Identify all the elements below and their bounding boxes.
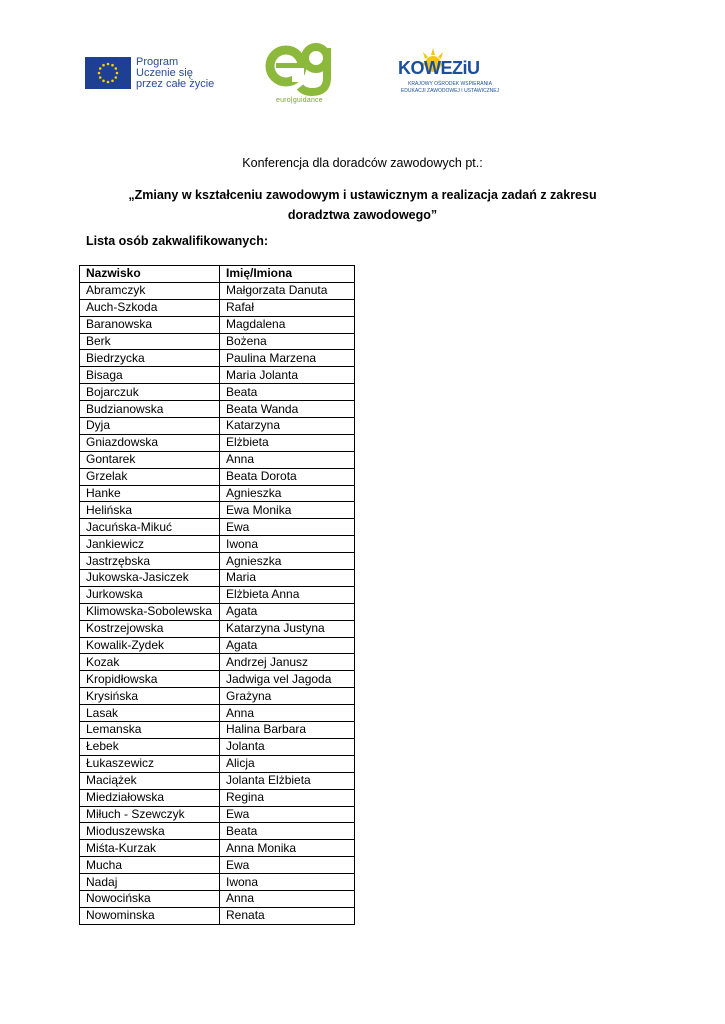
first-names-cell: Anna [220, 890, 355, 907]
column-header-first-names: Imię/Imiona [220, 266, 355, 283]
first-names-cell: Małgorzata Danuta [220, 282, 355, 299]
table-row [80, 671, 355, 688]
table-row [80, 502, 355, 519]
table-row [80, 755, 355, 772]
logo-bar [0, 0, 725, 120]
surname-cell: Miśta-Kurzak [80, 840, 220, 857]
first-names-cell: Katarzyna Justyna [220, 620, 355, 637]
first-names-cell: Agnieszka [220, 553, 355, 570]
surname-cell: Mucha [80, 857, 220, 874]
first-names-cell: Agnieszka [220, 485, 355, 502]
table-row [80, 401, 355, 418]
surname-cell: Łukaszewicz [80, 755, 220, 772]
table-row [80, 654, 355, 671]
surname-cell: Nowominska [80, 907, 220, 924]
table-row [80, 890, 355, 907]
table-row [80, 789, 355, 806]
table-row [80, 434, 355, 451]
table-row [80, 603, 355, 620]
first-names-cell: Magdalena [220, 316, 355, 333]
table-row [80, 519, 355, 536]
surname-cell: Hanke [80, 485, 220, 502]
surname-cell: Kozak [80, 654, 220, 671]
table-row [80, 570, 355, 587]
table-row [80, 553, 355, 570]
surname-cell: Gontarek [80, 451, 220, 468]
eu-flag-icon [85, 57, 131, 89]
table-row [80, 738, 355, 755]
koweziu-subtitle-line: EDUKACJI ZAWODOWEJ I USTAWICZNEJ [400, 87, 500, 94]
surname-cell: Mioduszewska [80, 823, 220, 840]
table-row [80, 468, 355, 485]
surname-cell: Bojarczuk [80, 384, 220, 401]
surname-cell: Jukowska-Jasiczek [80, 570, 220, 587]
table-row [80, 705, 355, 722]
table-row [80, 384, 355, 401]
first-names-cell: Paulina Marzena [220, 350, 355, 367]
surname-cell: Gniazdowska [80, 434, 220, 451]
first-names-cell: Anna Monika [220, 840, 355, 857]
table-row [80, 907, 355, 924]
first-names-cell: Maria [220, 570, 355, 587]
table-row [80, 586, 355, 603]
first-names-cell: Bożena [220, 333, 355, 350]
table-row [80, 451, 355, 468]
table-row [80, 536, 355, 553]
first-names-cell: Ewa [220, 806, 355, 823]
table-row [80, 620, 355, 637]
first-names-cell: Beata [220, 823, 355, 840]
qualified-people-table [79, 265, 355, 925]
first-names-cell: Jolanta [220, 738, 355, 755]
first-names-cell: Iwona [220, 874, 355, 891]
table-body [80, 282, 355, 924]
table-row [80, 688, 355, 705]
surname-cell: Krysińska [80, 688, 220, 705]
eu-lifelong-learning-logo [85, 57, 214, 90]
first-names-cell: Iwona [220, 536, 355, 553]
table-row [80, 772, 355, 789]
table-row [80, 637, 355, 654]
euroguidance-tag: euro|guidance [276, 97, 323, 104]
eu-program-line: przez całe życie [136, 78, 215, 90]
surname-cell: Miedziałowska [80, 789, 220, 806]
surname-cell: Lasak [80, 705, 220, 722]
first-names-cell: Beata Dorota [220, 468, 355, 485]
surname-cell: Kostrzejowska [80, 620, 220, 637]
table-row [80, 367, 355, 384]
koweziu-subtitle [398, 81, 502, 94]
koweziu-name: KOWEZiU [398, 58, 480, 78]
surname-cell: Baranowska [80, 316, 220, 333]
first-names-cell: Alicja [220, 755, 355, 772]
surname-cell: Auch-Szkoda [80, 299, 220, 316]
first-names-cell: Regina [220, 789, 355, 806]
eu-program-line: Program [136, 56, 179, 68]
surname-cell: Dyja [80, 418, 220, 435]
first-names-cell: Renata [220, 907, 355, 924]
table-row [80, 823, 355, 840]
surname-cell: Budzianowska [80, 401, 220, 418]
first-names-cell: Jolanta Elżbieta [220, 772, 355, 789]
first-names-cell: Ewa [220, 857, 355, 874]
first-names-cell: Andrzej Janusz [220, 654, 355, 671]
koweziu-subtitle-line: KRAJOWY OŚRODEK WSPIERANIA [408, 81, 492, 87]
surname-cell: Nowocińska [80, 890, 220, 907]
surname-cell: Kropidłowska [80, 671, 220, 688]
column-header-surname: Nazwisko [80, 266, 220, 283]
table-row [80, 282, 355, 299]
eu-program-text [136, 57, 214, 90]
first-names-cell: Grażyna [220, 688, 355, 705]
first-names-cell: Rafał [220, 299, 355, 316]
first-names-cell: Anna [220, 451, 355, 468]
surname-cell: Biedrzycka [80, 350, 220, 367]
first-names-cell: Agata [220, 637, 355, 654]
first-names-cell: Katarzyna [220, 418, 355, 435]
first-names-cell: Maria Jolanta [220, 367, 355, 384]
first-names-cell: Jadwiga vel Jagoda [220, 671, 355, 688]
surname-cell: Miłuch - Szewczyk [80, 806, 220, 823]
surname-cell: Jurkowska [80, 586, 220, 603]
first-names-cell: Halina Barbara [220, 722, 355, 739]
first-names-cell: Beata Wanda [220, 401, 355, 418]
surname-cell: Helińska [80, 502, 220, 519]
first-names-cell: Elżbieta [220, 434, 355, 451]
list-heading: Lista osób zakwalifikowanych: [86, 234, 268, 248]
table-row [80, 874, 355, 891]
table-row [80, 485, 355, 502]
first-names-cell: Agata [220, 603, 355, 620]
eu-program-line: Uczenie się [136, 67, 193, 79]
table-row [80, 840, 355, 857]
surname-cell: Maciążek [80, 772, 220, 789]
conference-topic: „Zmiany w kształceniu zawodowym i ustawicznym a realizacja zadań z zakresu doradztwa zawodowego” [128, 188, 597, 222]
first-names-cell: Ewa Monika [220, 502, 355, 519]
surname-cell: Berk [80, 333, 220, 350]
table-row [80, 418, 355, 435]
surname-cell: Jacuńska-Mikuć [80, 519, 220, 536]
table-row [80, 316, 355, 333]
conference-title: Konferencja dla doradców zawodowych pt.: [242, 156, 483, 170]
first-names-cell: Anna [220, 705, 355, 722]
table-row [80, 350, 355, 367]
table-header-row [80, 266, 355, 283]
first-names-cell: Elżbieta Anna [220, 586, 355, 603]
table-row [80, 333, 355, 350]
surname-cell: Abramczyk [80, 282, 220, 299]
surname-cell: Klimowska-Sobolewska [80, 603, 220, 620]
table-row [80, 806, 355, 823]
surname-cell: Bisaga [80, 367, 220, 384]
surname-cell: Nadaj [80, 874, 220, 891]
table-row [80, 722, 355, 739]
surname-cell: Grzelak [80, 468, 220, 485]
surname-cell: Jankiewicz [80, 536, 220, 553]
first-names-cell: Ewa [220, 519, 355, 536]
surname-cell: Łebek [80, 738, 220, 755]
table-row [80, 299, 355, 316]
first-names-cell: Beata [220, 384, 355, 401]
surname-cell: Lemanska [80, 722, 220, 739]
surname-cell: Jastrzębska [80, 553, 220, 570]
surname-cell: Kowalik-Zydek [80, 637, 220, 654]
table-row [80, 857, 355, 874]
